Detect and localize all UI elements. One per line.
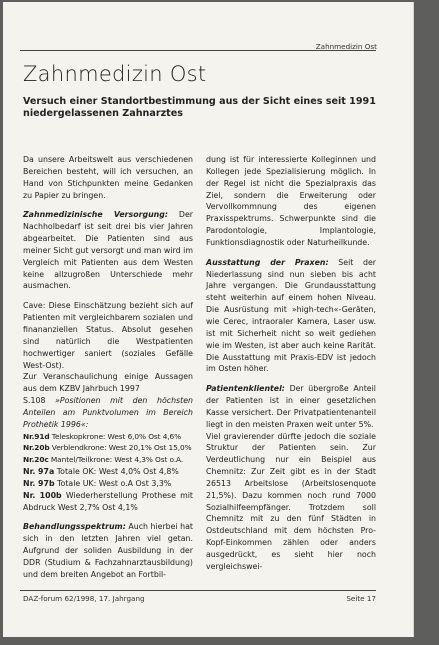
page-title: Zahnmedizin Ost: [23, 62, 207, 86]
stat-text: Totale OK: West 4,0% Ost 4,8%: [54, 467, 179, 477]
gravierender-paragraph: Viel gravierender dürfte jedoch die soziale Struktur der Patienten sein. Zur Verdeutlichung nur ein Beispiel aus Chemnitz: Zur Zeit gibt es in der Stadt 26513 Arbeitslose (Arbeitslosenquote 21,5%). Dazu kommen noch rund 7000 Sozialhilfeempfänger. Trotzdem soll Chemnitz mit zu den fünf Städten in Ostdeutschland mit dem höchsten Pro-Kopf-Einkommen zählen oder anders ausgedrückt, es sieht hier noch vergleichswei-: [206, 431, 376, 571]
reference-paragraph: [23, 395, 193, 431]
ausstattung-paragraph: [206, 257, 376, 375]
footer-page-number: Seite 17: [346, 594, 376, 603]
stat-line-2: [23, 454, 193, 466]
stat-text: Teleskopkrone: West 6,0% Ost 4,6%: [49, 431, 182, 441]
left-column: [23, 154, 193, 589]
stat-code: Nr. 100b: [23, 490, 62, 500]
right-column: [206, 154, 376, 573]
stat-code: Nr.20c: [23, 455, 49, 465]
stat-code: Nr.20b: [23, 443, 50, 453]
stat-line-1: [23, 442, 193, 454]
patienten-heading: Patientenklientel:: [206, 384, 285, 394]
behandlung-paragraph: [23, 521, 193, 580]
veranschaulichung-paragraph: Zur Veranschaulichung einige Aussagen aus dem KZBV Jahrbuch 1997: [23, 372, 193, 394]
reference-title: »Positionen mit den höchsten Anteilen am Punktvolumen im Bereich Prothetik 1996«:: [23, 396, 193, 429]
patienten-text: Der übergroße Anteil der Patienten ist in einer gesetzlichen Kasse versichert. Der Privatpatientenanteil liegt in den meisten Praxen weit unter 5%.: [206, 384, 376, 429]
reference-prefix: S.108: [23, 396, 56, 406]
stat-line-5: [23, 490, 193, 514]
stat-code: Nr. 97a: [23, 467, 55, 477]
versorgung-text: Der Nachholbedarf ist seit drei bis vier Jahren abgearbeitet. Die Patienten sind aus meiner Sicht gut versorgt und man wird im Vergleich mit Patienten aus dem Westen keine allzugroßen Unterschiede mehr ausmachen.: [23, 210, 193, 291]
stat-text: Verblendkrone: West 20,1% Ost 15,0%: [49, 443, 192, 453]
footer-journal: DAZ-forum 62/1998, 17. Jahrgang: [23, 594, 145, 603]
stat-text: Totale UK: West o.A Ost 3,3%: [54, 478, 172, 488]
stat-code: Nr.91d: [23, 431, 50, 441]
behandlung-heading: Behandlungsspektrum:: [23, 522, 126, 532]
intro-paragraph: Da unsere Arbeitswelt aus verschiedenen Bereichen besteht, will ich versuchen, an Hand von Stichpunkten meine Gedanken zu Papier zu bringen.: [23, 155, 193, 200]
stat-text: Wiederherstellung Prothese mit Abdruck West 2,7% Ost 4,1%: [23, 490, 194, 512]
stats-block: [23, 431, 193, 514]
behandlung-text: Auch hierbei hat sich in den letzten Jahren viel getan. Aufgrund der soliden Ausbildung in der DDR (Studium & Fachzahnarztausbildung) und dem breiten Angebot an Fortbil-: [23, 522, 193, 579]
ausstattung-text: Seit der Niederlassung sind nun sieben bis acht Jahre vergangen. Die Grundausstattung steht weiterhin auf einem hohen Niveau. Die Ausrüstung mit »high-tech«-Geräten, wie Cerec, intraoraler Kamera, Laser usw. ist mit Sicherheit nicht so weit gediehen wie im Westen, ist aber auch keine Rarität. Die Ausstattung mit Praxis-EDV ist jedoch im Osten höher.: [206, 257, 376, 374]
bottom-rule: [20, 590, 376, 591]
document-page: [3, 2, 413, 637]
stat-code: Nr. 97b: [23, 478, 55, 488]
patienten-paragraph: [206, 383, 376, 430]
ausstattung-heading: Ausstattung der Praxen:: [206, 257, 329, 267]
versorgung-heading: Zahnmedizinische Versorgung:: [23, 210, 168, 220]
stat-text: Mantel/Teilkrone: West 4,3% Ost o.A.: [48, 455, 184, 465]
versorgung-paragraph: [23, 209, 193, 292]
stat-line-0: [23, 431, 193, 443]
cave-paragraph: Cave: Diese Einschätzung bezieht sich auf Patienten mit vergleichbarem sozialen und finananziellen Status. Absolut gesehen sind natürlich die Westpatienten hochwertiger saniert (soziales Gefälle West-Ost).: [23, 301, 193, 370]
stat-line-4: [23, 478, 193, 490]
continued-paragraph: dung ist für interessierte Kolleginnen und Kollegen jede Spezialisierung möglich. In der Regel ist nicht die Spezialpraxis das Ziel, sondern die Erweiterung oder Vervollkommnung des eigenen Praxisspektrums. Schwerpunkte sind die Parodontologie, Implantologie, Funktionsdiagnostik oder Naturheilkunde.: [206, 155, 376, 247]
running-head: Zahnmedizin Ost: [315, 42, 377, 51]
stat-line-3: [23, 466, 193, 478]
article-subtitle: Versuch einer Standortbestimmung aus der Sicht eines seit 1991 niedergelassenen Zahnarztes: [23, 96, 376, 120]
